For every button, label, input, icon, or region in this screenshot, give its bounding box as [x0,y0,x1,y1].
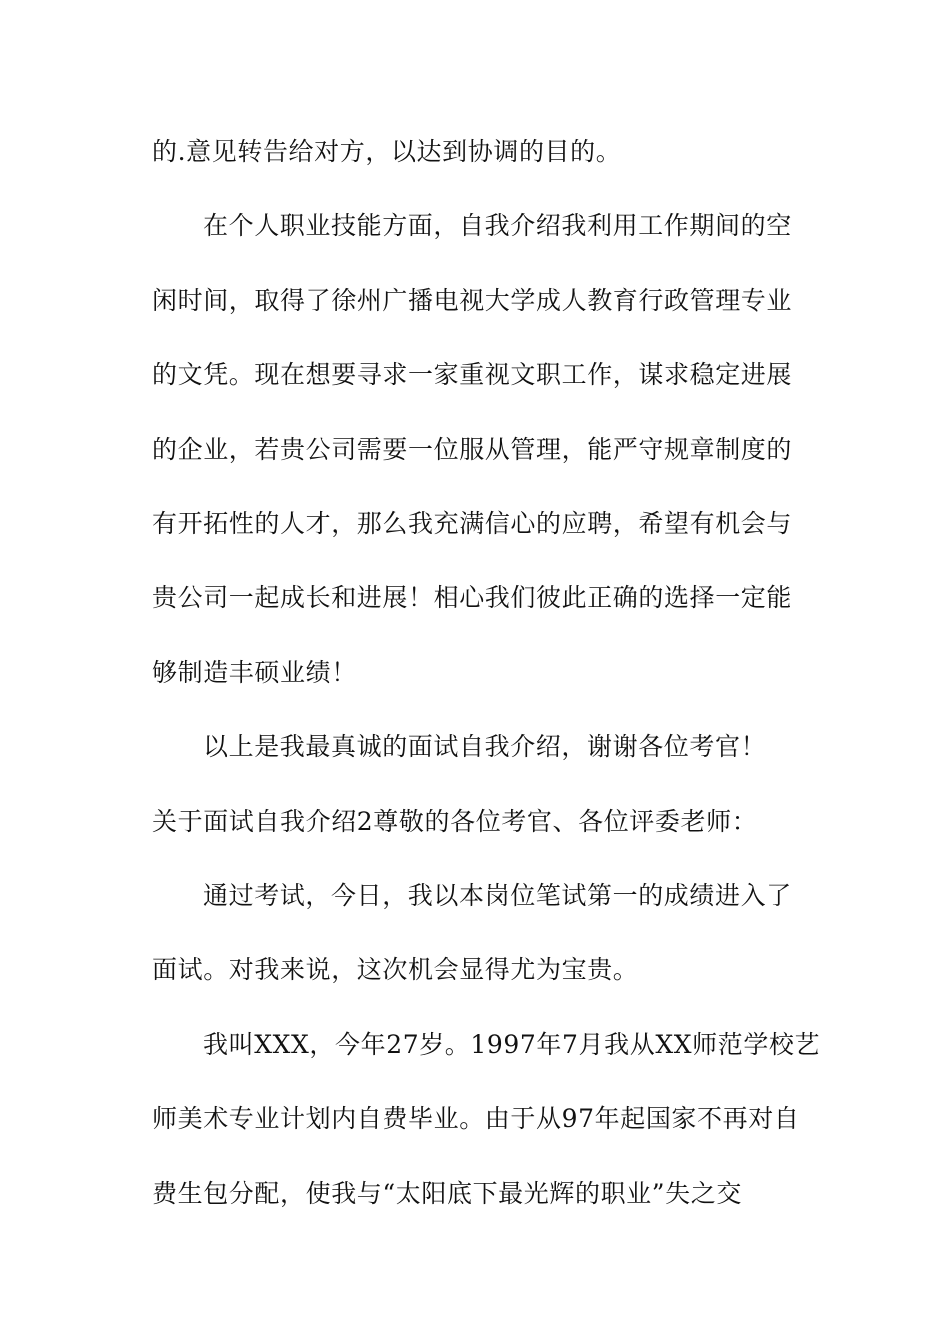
text-line: 费生包分配，使我与“太阳底下最光辉的职业”失之交 [152,1179,742,1208]
section-heading-line: 关于面试自我介绍2尊敬的各位考官、各位评委老师： [152,807,758,836]
text-line: 贵公司一起成长和进展！相心我们彼此正确的选择一定能 [152,583,793,612]
text-line: 的.意见转告给对方，以达到协调的目的。 [152,137,622,166]
text-line: 师美术专业计划内自费毕业。由于从97年起国家不再对自 [152,1104,800,1133]
paragraph-start-line: 我叫XXX，今年27岁。1997年7月我从XX师范学校艺 [203,1030,821,1059]
text-line: 够制造丰硕业绩！ [152,658,357,687]
paragraph-start-line: 以上是我最真诚的面试自我介绍，谢谢各位考官！ [203,732,767,761]
text-line: 有开拓性的人才，那么我充满信心的应聘，希望有机会与 [152,509,793,538]
text-line: 的企业，若贵公司需要一位服从管理，能严守规章制度的 [152,435,793,464]
text-line: 闲时间，取得了徐州广播电视大学成人教育行政管理专业 [152,286,793,315]
text-line: 的文凭。现在想要寻求一家重视文职工作，谋求稳定进展 [152,360,793,389]
paragraph-start-line: 在个人职业技能方面，自我介绍我利用工作期间的空 [203,211,792,240]
paragraph-start-line: 通过考试，今日，我以本岗位笔试第一的成绩进入了 [203,881,792,910]
text-line: 面试。对我来说，这次机会显得尤为宝贵。 [152,955,639,984]
